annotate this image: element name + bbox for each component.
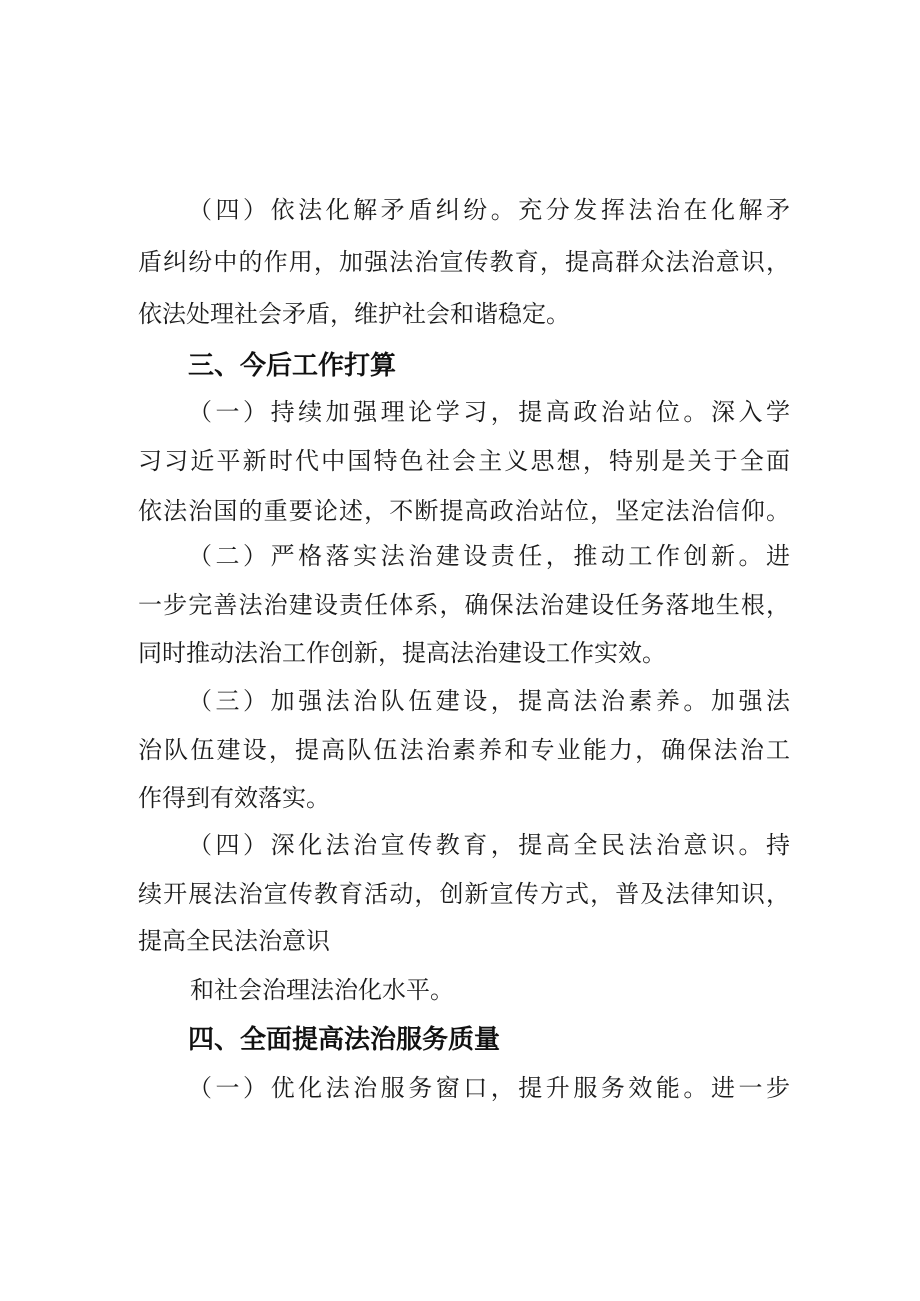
- section-heading: 三、今后工作打算: [188, 351, 397, 381]
- paragraph-line: 习习近平新时代中国特色社会主义思想，特别是关于全面: [138, 447, 790, 475]
- paragraph-line: 依法治国的重要论述，不断提高政治站位，坚定法治信仰。: [138, 497, 790, 525]
- paragraph-line: （四）依法化解矛盾纠纷。充分发挥法治在化解矛: [188, 196, 790, 224]
- paragraph-line: 同时推动法治工作创新，提高法治建设工作实效。: [138, 639, 666, 667]
- paragraph-line: （二）严格落实法治建设责任，推动工作创新。进: [188, 542, 790, 570]
- paragraph-line: 依法处理社会矛盾，维护社会和谐稳定。: [138, 300, 570, 328]
- paragraph-line: 和社会治理法治化水平。: [190, 976, 454, 1004]
- paragraph-line: 盾纠纷中的作用，加强法治宣传教育，提高群众法治意识，: [138, 248, 790, 276]
- paragraph-line: 提高全民法治意识: [138, 927, 330, 955]
- paragraph-line: （一）优化法治服务窗口，提升服务效能。进一步: [188, 1074, 790, 1102]
- paragraph-line: 一步完善法治建设责任体系，确保法治建设任务落地生根，: [138, 591, 790, 619]
- paragraph-line: 续开展法治宣传教育活动，创新宣传方式，普及法律知识，: [138, 880, 790, 908]
- paragraph-line: （一）持续加强理论学习，提高政治站位。深入学: [188, 398, 790, 426]
- paragraph-line: 治队伍建设，提高队伍法治素养和专业能力，确保法治工: [138, 736, 790, 764]
- paragraph-line: 作得到有效落实。: [138, 784, 330, 812]
- paragraph-line: （四）深化法治宣传教育，提高全民法治意识。持: [188, 831, 790, 859]
- section-heading: 四、全面提高法治服务质量: [188, 1025, 501, 1055]
- paragraph-line: （三）加强法治队伍建设，提高法治素养。加强法: [188, 687, 790, 715]
